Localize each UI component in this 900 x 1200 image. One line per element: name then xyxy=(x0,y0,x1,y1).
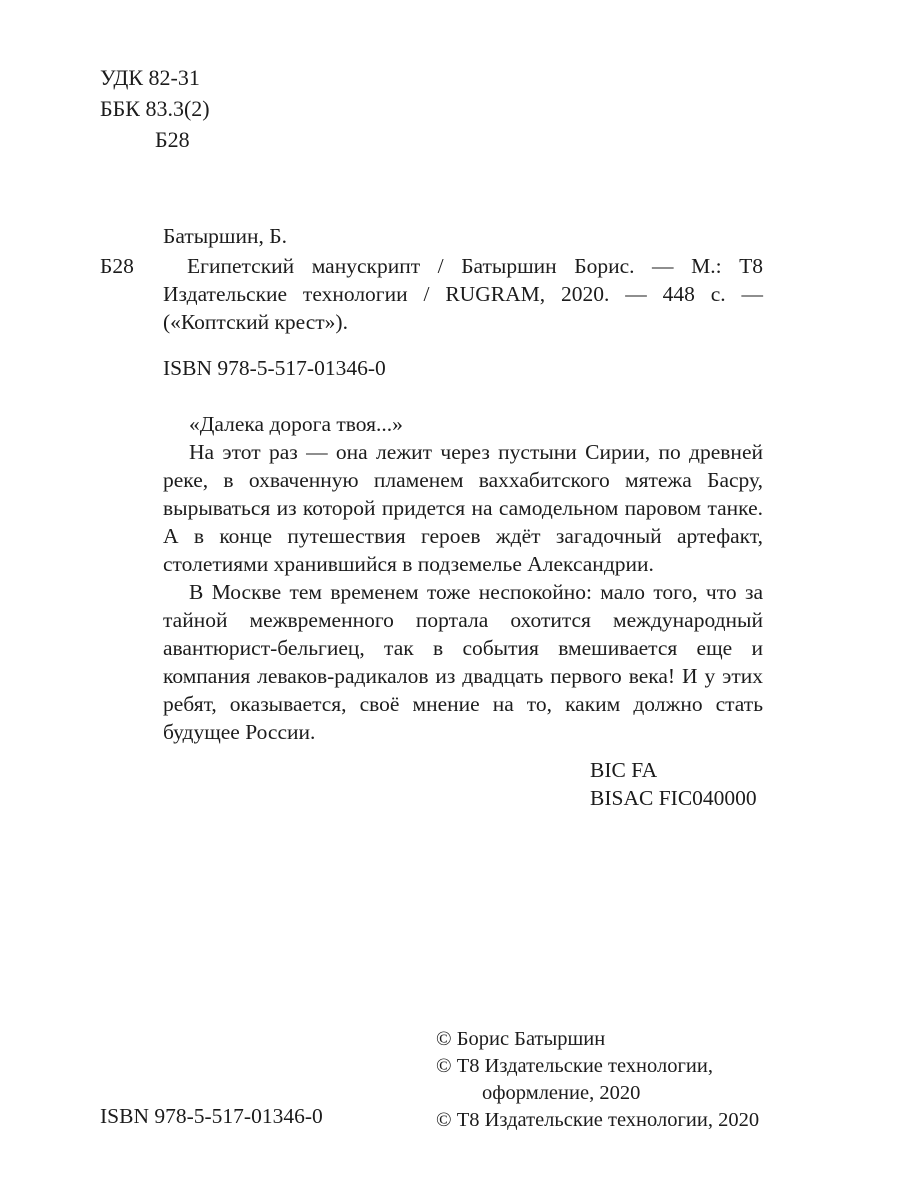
bic-code: BIC FA xyxy=(590,758,658,782)
author-sign-code: Б28 xyxy=(155,127,190,152)
author-heading: Батыршин, Б. xyxy=(163,224,287,248)
catalog-entry xyxy=(100,252,765,336)
copyright-author: © Борис Батыршин xyxy=(436,1028,606,1050)
copyright-publisher-line1: © Т8 Издательские технологии, xyxy=(436,1055,713,1077)
bbk-number: ББК 83.3(2) xyxy=(100,96,210,121)
classification-block xyxy=(100,62,210,155)
copyright-block xyxy=(436,1026,759,1134)
isbn-bottom: ISBN 978-5-517-01346-0 xyxy=(100,1104,323,1128)
annotation-block xyxy=(163,410,763,746)
copyright-publisher-line2: оформление, 2020 xyxy=(482,1082,641,1104)
subject-codes-block xyxy=(590,756,757,812)
bisac-code: BISAC FIC040000 xyxy=(590,786,757,810)
annotation-paragraph-1: На этот раз — она лежит через пустыни Сирии, по древней реке, в охваченную пламенем ваххабитского мятежа Басру, вырываться из которой придется на самодельном паровом танке. А в конце путешествия героев ждёт загадочный артефакт, столетиями хранившийся в подземелье Александрии. xyxy=(163,440,763,576)
copyright-publisher-year: © Т8 Издательские технологии, 2020 xyxy=(436,1109,760,1131)
annotation-epigraph: «Далека дорога твоя...» xyxy=(189,412,403,436)
isbn-top: ISBN 978-5-517-01346-0 xyxy=(163,356,386,380)
catalog-code: Б28 xyxy=(100,254,134,278)
catalog-description: Египетский манускрипт / Батыршин Борис. — М.: Т8 Издательские технологии / RUGRAM, 2020. — 448 с. — («Коптский крест»). xyxy=(163,254,763,334)
annotation-paragraph-2: В Москве тем временем тоже неспокойно: мало того, что за тайной межвременного портала охотится международный авантюрист-бельгиец, так в события вмешивается еще и компания леваков-радикалов из двадцать первого века! И у этих ребят, оказывается, своё мнение на то, каким должно стать будущее России. xyxy=(163,580,763,744)
udk-number: УДК 82-31 xyxy=(100,65,200,90)
